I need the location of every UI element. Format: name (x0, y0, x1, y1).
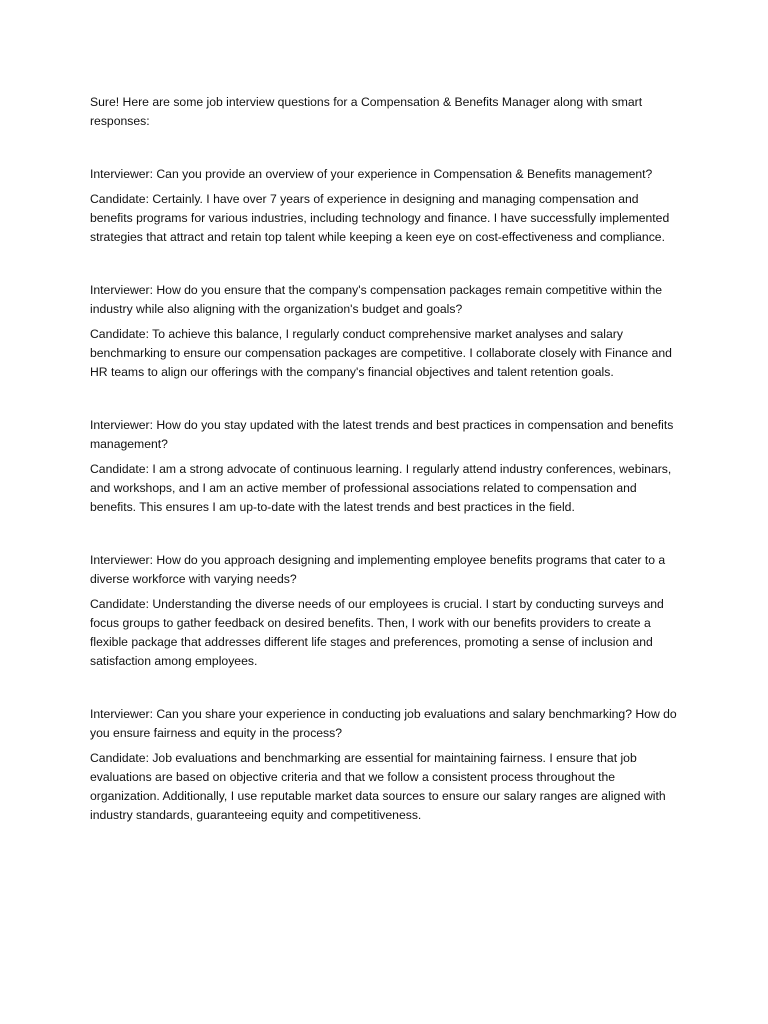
qa-block-3 (90, 416, 680, 517)
candidate-answer: Candidate: Certainly. I have over 7 years of experience in designing and managing compensation and benefits programs for various industries, including technology and finance. I have successfully implemented strategies that attract and retain top talent while keeping a keen eye on cost-effectiveness and compliance. (90, 192, 670, 244)
qa-block-2 (90, 281, 680, 382)
document-page (90, 93, 680, 859)
interviewer-question: Interviewer: Can you share your experience in conducting job evaluations and salary benchmarking? How do you ensure fairness and equity in the process? (90, 707, 677, 740)
interviewer-question: Interviewer: How do you ensure that the company's compensation packages remain competitive within the industry while also aligning with the organization's budget and goals? (90, 283, 663, 316)
qa-block-1 (90, 165, 680, 247)
qa-block-5 (90, 705, 680, 825)
candidate-answer: Candidate: I am a strong advocate of continuous learning. I regularly attend industry conferences, webinars, and workshops, and I am an active member of professional associations related to compensation and benefits. This ensures I am up-to-date with the latest trends and best practices in the field. (90, 462, 672, 514)
intro-paragraph: Sure! Here are some job interview questions for a Compensation & Benefits Manager along with smart responses: (90, 95, 643, 128)
interviewer-question: Interviewer: How do you stay updated with the latest trends and best practices in compensation and benefits management? (90, 418, 674, 451)
interviewer-question: Interviewer: How do you approach designing and implementing employee benefits programs that cater to a diverse workforce with varying needs? (90, 553, 666, 586)
candidate-answer: Candidate: Understanding the diverse needs of our employees is crucial. I start by conducting surveys and focus groups to gather feedback on desired benefits. Then, I work with our benefits providers to create a flexible package that addresses different life stages and preferences, promoting a sense of inclusion and satisfaction among employees. (90, 597, 664, 668)
interviewer-question: Interviewer: Can you provide an overview of your experience in Compensation & Benefits management? (90, 167, 653, 181)
candidate-answer: Candidate: Job evaluations and benchmarking are essential for maintaining fairness. I ensure that job evaluations are based on objective criteria and that we follow a consistent process throughout the organization. Additionally, I use reputable market data sources to ensure our salary ranges are aligned with industry standards, guaranteeing equity and competitiveness. (90, 751, 666, 822)
candidate-answer: Candidate: To achieve this balance, I regularly conduct comprehensive market analyses and salary benchmarking to ensure our compensation packages are competitive. I collaborate closely with Finance and HR teams to align our offerings with the company's financial objectives and talent retention goals. (90, 327, 672, 379)
qa-block-4 (90, 551, 680, 671)
